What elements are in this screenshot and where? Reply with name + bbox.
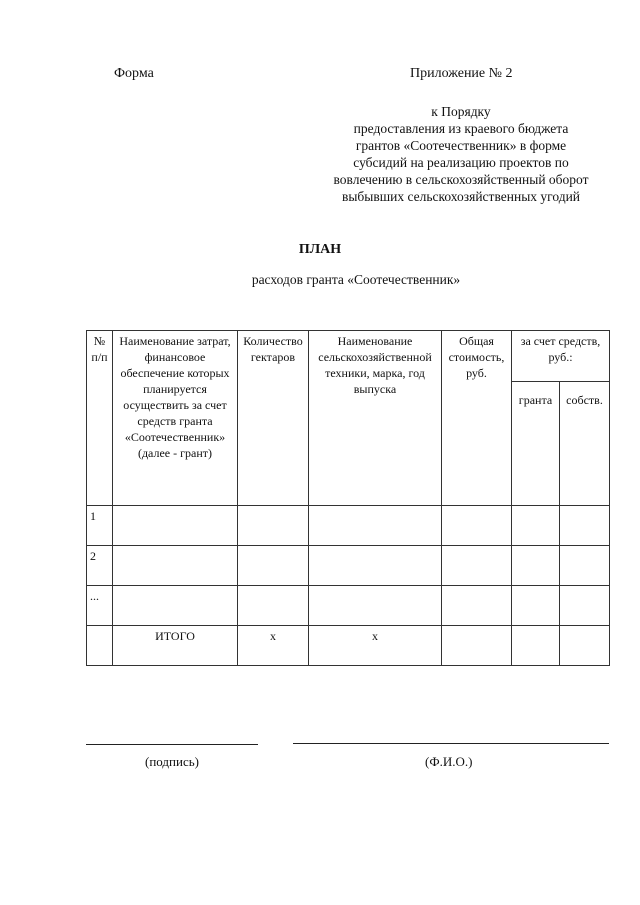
total-own [560,626,610,666]
header-equipment: Наименование сельскохозяйственной техники, марка, год выпуска [309,331,442,506]
row-num: 2 [87,546,113,586]
order-line: субсидий на реализацию проектов по [353,155,569,170]
plan-title: ПЛАН [298,242,342,257]
total-equipment: х [309,626,442,666]
header-own: собств. [560,382,610,506]
order-line: предоставления из краевого бюджета [353,121,569,136]
row-own [560,586,610,626]
table-total-row [87,626,610,666]
order-line: вовлечению в сельскохозяйственный оборот [333,172,589,187]
signature-label: (подпись) [145,754,199,769]
total-num [87,626,113,666]
table-row [87,546,610,586]
row-hectares [238,506,309,546]
row-grant [512,586,560,626]
row-name [113,546,238,586]
form-label: Форма [114,66,154,81]
row-total [442,586,512,626]
header-grant: гранта [512,382,560,506]
header-hectares: Количество гектаров [238,331,309,506]
fio-line [293,743,609,744]
row-name [113,586,238,626]
row-own [560,546,610,586]
header-total-cost: Общая стоимость, руб. [442,331,512,506]
row-equipment [309,506,442,546]
row-equipment [309,546,442,586]
table-row [87,506,610,546]
row-grant [512,506,560,546]
total-cost [442,626,512,666]
expense-plan-table [86,330,610,666]
appendix-number: Приложение № 2 [410,66,513,81]
table-row [87,586,610,626]
row-total [442,506,512,546]
order-line: выбывших сельскохозяйственных угодий [341,189,581,204]
row-own [560,506,610,546]
plan-subtitle: расходов гранта «Соотечественник» [251,272,461,287]
order-line: грантов «Соотечественник» в форме [355,138,567,153]
header-expense-name: Наименование затрат, финансовое обеспечение которых планируется осуществить за счет средств гранта «Соотечественник» (далее - грант) [113,331,238,506]
row-grant [512,546,560,586]
fio-label: (Ф.И.О.) [425,754,473,769]
row-hectares [238,546,309,586]
row-name [113,506,238,546]
table-header-row [87,331,610,382]
row-num: 1 [87,506,113,546]
order-line: к Порядку [431,104,491,119]
row-num: ... [87,586,113,626]
header-num: № п/п [87,331,113,506]
total-grant [512,626,560,666]
total-label: ИТОГО [113,626,238,666]
signature-line [86,744,258,745]
total-hectares: х [238,626,309,666]
order-reference [296,103,626,205]
row-total [442,546,512,586]
header-funding: за счет средств, руб.: [512,331,610,382]
row-equipment [309,586,442,626]
row-hectares [238,586,309,626]
